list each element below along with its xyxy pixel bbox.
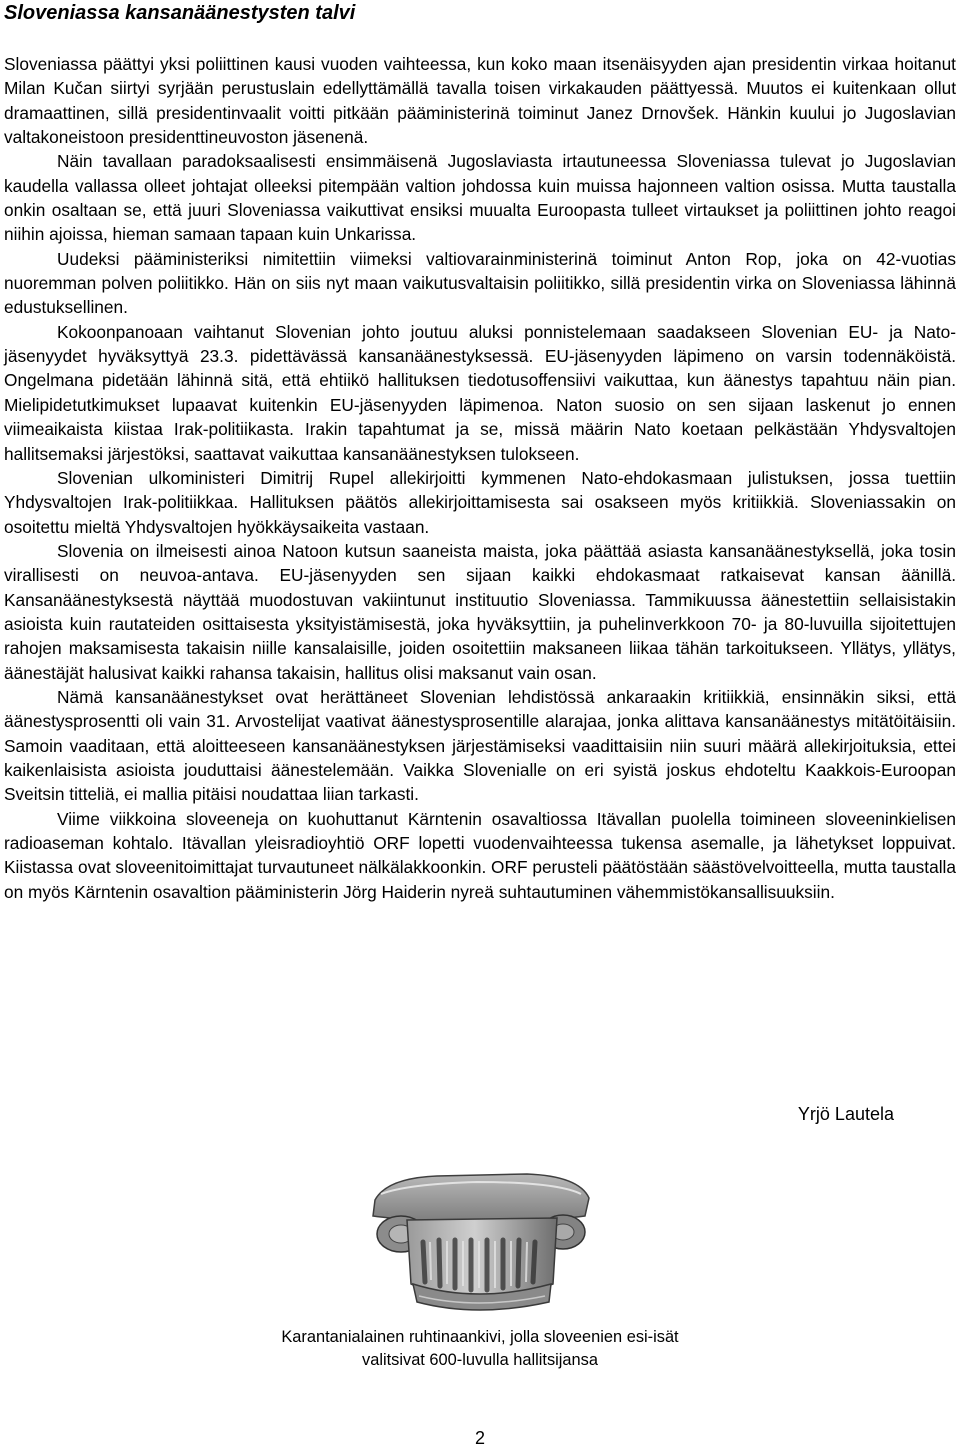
figure-caption [0,1326,960,1372]
paragraph-1: Sloveniassa päättyi yksi poliittinen kausi vuoden vaihteessa, kun koko maan itsenäisyyden ajan presidentin virkaa hoitanut Milan Kučan siirtyi syrjään perustuslain edellyttämällä tavalla toisen virkakauden päättyessä. Muutos ei kuitenkaan ollut dramaattinen, sillä presidentinvaalit voitti pitkään pääministerinä toiminut Janez Drnovšek. Hänkin kuului jo Jugoslavian valtakoneistoon presidenttineuvoston jäsenenä. [4,54,956,148]
caption-line-1: Karantanialainen ruhtinaankivi, jolla sloveenien esi-isät [281,1328,679,1346]
paragraph-4: Kokoonpanoaan vaihtanut Slovenian johto joutuu aluksi ponnistelemaan saadakseen Slovenian EU- ja Nato-jäsenyydet hyväksyttyä 23.3. pidettävässä kansanäänestyksessä. EU-jäsenyyden läpimeno on varsin todennäköistä. Ongelmana pidetään lähinnä sitä, että ehtiikö hallituksen tiedotusoffensiivi vaikuttaa, kun äänestys tapahtuu näin pian. Mielipidetutkimukset lupaavat kuitenkin EU-jäsenyyden läpimenoa. Naton suosio on sen sijaan laskenut jo ennen viimeaikaista kiistaa Irak-politiikasta. Irakin tapahtumat ja se, missä määrin Nato koetaan pelkästään Yhdysvaltojen hallitsemaksi järjestöksi, saattavat vaikuttaa kansanäänestyksen tulokseen. [4,321,956,464]
paragraph-6: Slovenia on ilmeisesti ainoa Natoon kutsun saaneista maista, joka päättää asiasta kansanäänestyksellä, joka tosin virallisesti on neuvoa-antava. EU-jäsenyyden sen sijaan kaikki ehdokasmaat ratkaisevat kansan äänillä. Kansanäänestyksestä näyttää muodostuvan vakiintunut instituutio Sloveniassa. Tammikuussa äänestettiin sellaisistakin asioista kuin rautateiden osittaisesta yksityistämisestä, joka hyväksyttiin, ja puhelinverkkoon 70- ja 80-luvuilla sijoitettujen rahojen maksamisesta takaisin niille kansalaisille, joiden osoitettiin maksaneen liikaa tähän tarkoitukseen. Yllätys, yllätys, äänestäjät halusivat kaikki rahansa takaisin, hallitus olisi maksanut vain osan. [4,540,956,683]
article-title: Sloveniassa kansanäänestysten talvi [4,2,356,24]
paragraph-7: Nämä kansanäänestykset ovat herättäneet Slovenian lehdistössä ankaraakin kritiikkiä, ensinnäkin siksi, että äänestysprosentti oli vain 31. Arvostelijat vaativat äänestysprosentille alarajaa, jonka alittava kansanäänestys mitätöitäisiin. Samoin vaaditaan, että aloitteeseen kansanäänestyksen järjestämiseksi vaadittaisiin niin suuri määrä allekirjoituksia, ettei kaikenlaisista asioista jouduttaisi äänestelemään. Vaikka Slovenialle on eri syistä joskus ehdoteltu Kaakkois-Euroopan Sveitsin titteliä, ei mallia pitäisi noudattaa liian tarkasti. [4,686,956,805]
paragraph-5: Slovenian ulkoministeri Dimitrij Rupel allekirjoitti kymmenen Nato-ehdokasmaan julistuksen, jossa tuettiin Yhdysvaltojen Irak-politiikkaa. Hallituksen päätös allekirjoittamisesta sai osakseen myös kritiikkiä. Sloveniassakin on osoitettu mieltä Yhdysvaltojen hyökkäysaikeita vastaan. [4,467,956,537]
page-number: 2 [474,1428,485,1448]
paragraph-3: Uudeksi pääministeriksi nimitettiin viimeksi valtiovarainministerinä toiminut Anton Rop, joka on 42-vuotias nuoremman polven poliitikko. Hän on siis nyt maan vaikutusvaltaisin poliitikko, sillä presidentin virka on Sloveniassa lähinnä edustuksellinen. [4,248,956,318]
caption-line-2: valitsivat 600-luvulla hallitsijansa [362,1351,598,1369]
author-signature: Yrjö Lautela [797,1104,894,1124]
paragraph-8: Viime viikkoina sloveeneja on kuohuttanut Kärntenin osavaltiossa Itävallan puolella toimineen sloveeninkielisen radioaseman kohtalo. Itävallan yleisradioyhtiö ORF lopetti vuodenvaihteessa tukensa asemalle, ja lähetykset loppuivat. Kiistassa ovat sloveenitoimittajat turvautuneet nälkälakkoonkin. ORF perusteli päätöstään säästövelvoitteella, mutta taustalla on myös Kärntenin osavaltion pääministerin Jörg Haiderin nyreä suhtautuminen vähemmistökansallisuuksiin. [4,808,956,902]
article-body [4,52,956,904]
paragraph-2: Näin tavallaan paradoksaalisesti ensimmäisenä Jugoslaviasta irtautuneessa Sloveniassa tulevat jo Jugoslavian kaudella vallassa olleet johtajat olleeksi pitempään valtion johdossa kuin muissa hajonneen valtion osissa. Mutta taustalla onkin osaltaan se, että juuri Sloveniassa vaikuttivat ensiksi muualta Euroopasta tulleet virtaukset ja poliittinen johto reagoi niihin ajoissa, hieman samaan tapaan kuin Unkarissa. [4,151,956,245]
carved-stone-capital-image [367,1172,593,1320]
